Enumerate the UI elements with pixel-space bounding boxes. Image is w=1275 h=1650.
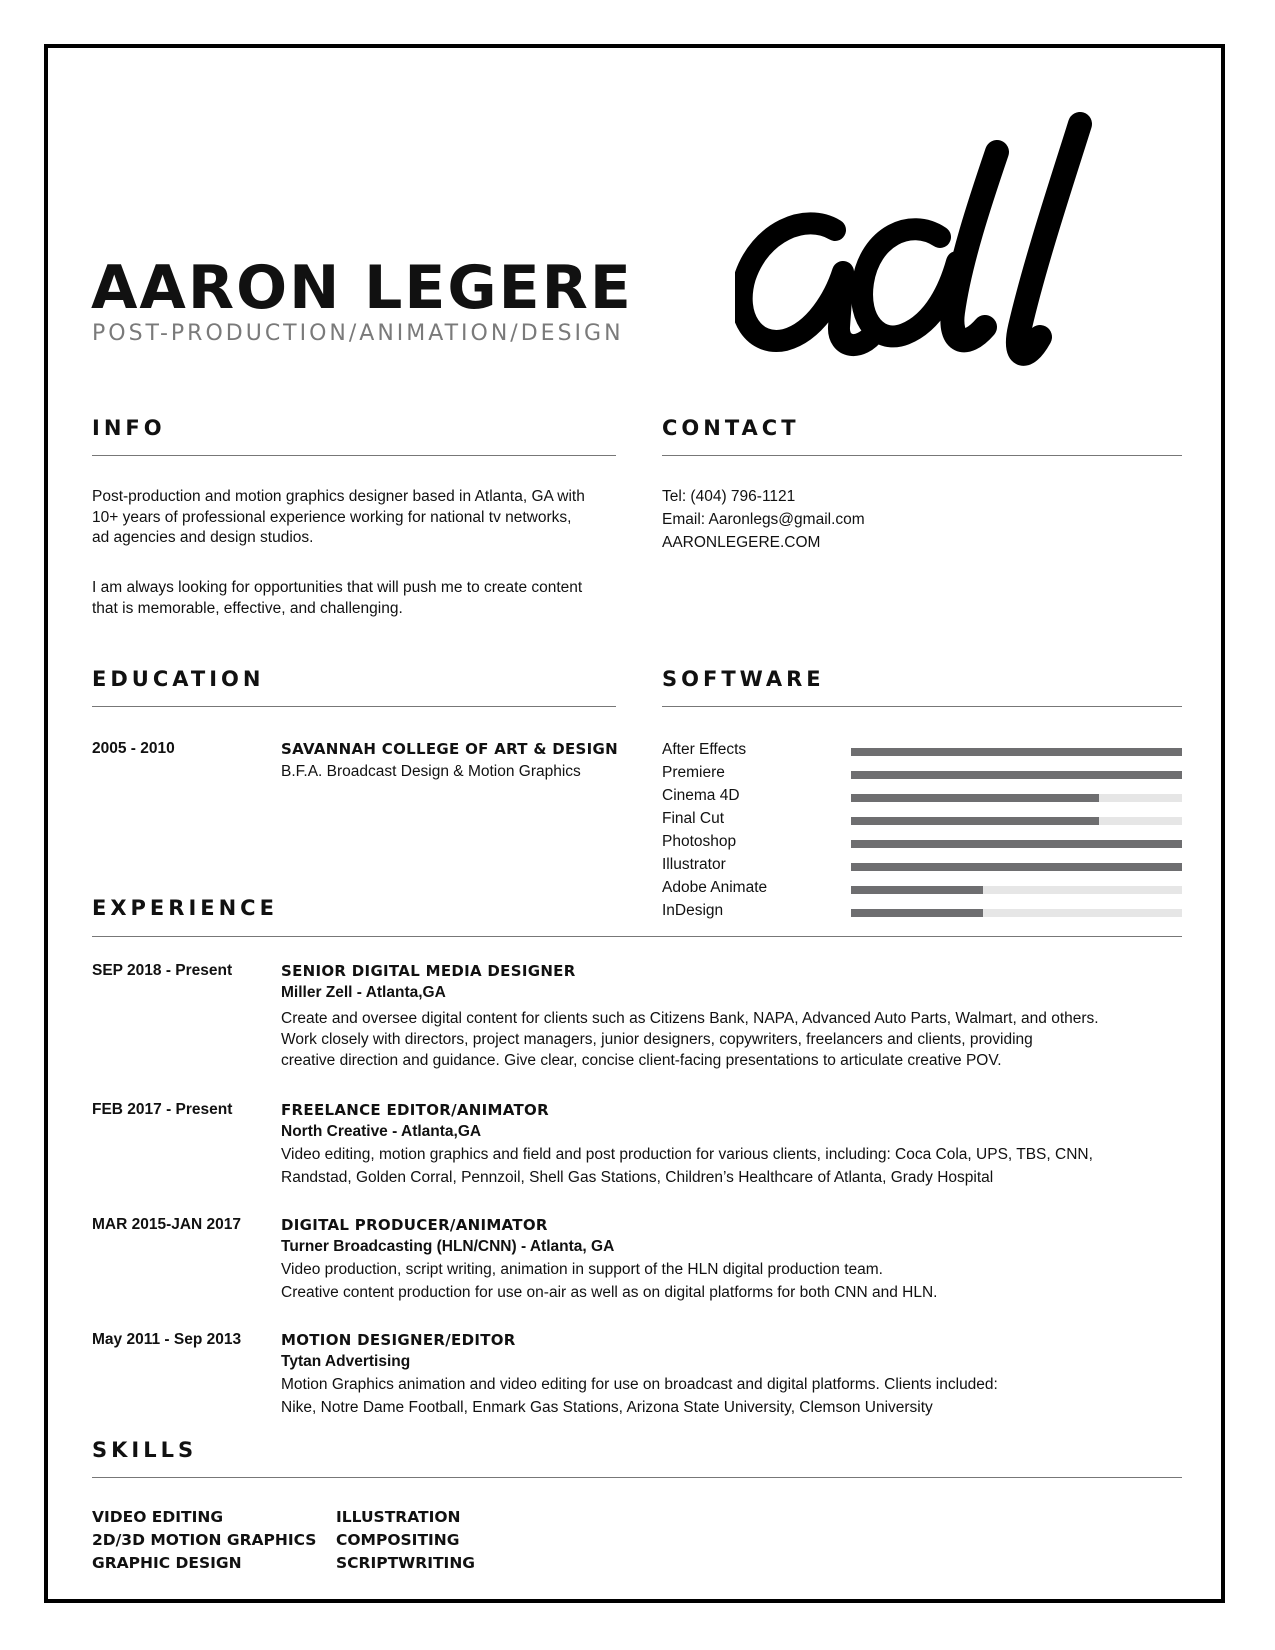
software-level-bar — [851, 840, 1182, 848]
software-level-track — [851, 794, 1182, 802]
skill-item: VIDEO EDITING — [92, 1508, 224, 1526]
software-level-track — [851, 840, 1182, 848]
education-years: 2005 - 2010 — [92, 740, 175, 757]
job-title: FREELANCE EDITOR/ANIMATOR — [281, 1101, 549, 1119]
software-row — [662, 763, 1182, 786]
info-divider — [92, 455, 616, 456]
education-heading: EDUCATION — [92, 667, 265, 691]
job-dates: SEP 2018 - Present — [92, 962, 233, 979]
software-level-track — [851, 817, 1182, 825]
contact-phone: Tel: (404) 796-1121 — [662, 488, 796, 505]
job-company: North Creative - Atlanta,GA — [281, 1123, 482, 1140]
adl-logo — [735, 112, 1095, 382]
software-heading: SOFTWARE — [662, 667, 825, 691]
software-label: Cinema 4D — [662, 787, 740, 804]
job-title: DIGITAL PRODUCER/ANIMATOR — [281, 1216, 548, 1234]
job-description: Video editing, motion graphics and field and post production for various clients, including: Coca Cola, UPS, TBS, CNN, Randstad, Golden Corral, Pennzoil, Shell Gas Stations, Children’s Healthcare of Atlanta, Grady Hospital — [281, 1146, 1093, 1186]
software-row — [662, 855, 1182, 878]
job-company: Miller Zell - Atlanta,GA — [281, 984, 446, 1001]
experience-heading: EXPERIENCE — [92, 896, 278, 920]
skill-item: SCRIPTWRITING — [336, 1554, 476, 1572]
education-divider — [92, 706, 616, 707]
candidate-subtitle: POST-PRODUCTION/ANIMATION/DESIGN — [92, 321, 624, 346]
info-paragraph-2: I am always looking for opportunities that will push me to create content that is memorable, effective, and challenging. — [92, 579, 583, 617]
software-label: After Effects — [662, 741, 747, 758]
software-row — [662, 832, 1182, 855]
education-degree: B.F.A. Broadcast Design & Motion Graphics — [281, 763, 581, 780]
contact-website: AARONLEGERE.COM — [662, 534, 821, 551]
job-description: Create and oversee digital content for clients such as Citizens Bank, NAPA, Advanced Auto Parts, Walmart, and others. Work closely with directors, project managers, junior designers, copywriters, freelancers and clients, providing creative direction and guidance. Give clear, concise client-facing presentations to articulate creative POV. — [281, 1010, 1099, 1069]
experience-divider — [92, 936, 1182, 937]
skills-column-1 — [92, 1506, 316, 1575]
info-heading: INFO — [92, 416, 166, 440]
skills-heading: SKILLS — [92, 1438, 198, 1462]
skill-item: GRAPHIC DESIGN — [92, 1554, 242, 1572]
job-description: Video production, script writing, animation in support of the HLN digital production team. Creative content production for use on-air as well as on digital platforms for both CNN and HLN. — [281, 1261, 938, 1301]
job-description: Motion Graphics animation and video editing for use on broadcast and digital platforms. Clients included: Nike, Notre Dame Football, Enmark Gas Stations, Arizona State University, Clemson University — [281, 1376, 998, 1416]
software-label: Illustrator — [662, 856, 726, 873]
job-company: Turner Broadcasting (HLN/CNN) - Atlanta, GA — [281, 1238, 615, 1255]
skill-item: ILLUSTRATION — [336, 1508, 461, 1526]
software-label: Photoshop — [662, 833, 737, 850]
software-level-track — [851, 863, 1182, 871]
software-level-track — [851, 909, 1182, 917]
software-row — [662, 740, 1182, 763]
contact-divider — [662, 455, 1182, 456]
software-divider — [662, 706, 1182, 707]
software-label: Premiere — [662, 764, 725, 781]
job-dates: May 2011 - Sep 2013 — [92, 1331, 242, 1348]
contact-email: Email: Aaronlegs@gmail.com — [662, 511, 865, 528]
software-level-bar — [851, 863, 1182, 871]
software-row — [662, 786, 1182, 809]
software-label: Final Cut — [662, 810, 725, 827]
skills-divider — [92, 1477, 1182, 1478]
job-dates: MAR 2015-JAN 2017 — [92, 1216, 242, 1233]
software-row — [662, 878, 1182, 901]
software-row — [662, 901, 1182, 924]
skills-column-2 — [336, 1506, 475, 1575]
software-level-bar — [851, 909, 983, 917]
software-level-bar — [851, 771, 1182, 779]
software-label: InDesign — [662, 902, 724, 919]
info-paragraph-1: Post-production and motion graphics designer based in Atlanta, GA with 10+ years of professional experience working for national tv networks, ad agencies and design studios. — [92, 488, 585, 546]
skill-item: COMPOSITING — [336, 1531, 460, 1549]
job-title: SENIOR DIGITAL MEDIA DESIGNER — [281, 962, 576, 980]
job-dates: FEB 2017 - Present — [92, 1101, 233, 1118]
skill-item: 2D/3D MOTION GRAPHICS — [92, 1531, 317, 1549]
education-school: SAVANNAH COLLEGE OF ART & DESIGN — [281, 740, 618, 758]
software-level-bar — [851, 817, 1099, 825]
contact-heading: CONTACT — [662, 416, 800, 440]
software-label: Adobe Animate — [662, 879, 768, 896]
candidate-name: AARON LEGERE — [91, 253, 633, 323]
software-level-track — [851, 771, 1182, 779]
software-level-bar — [851, 794, 1099, 802]
job-title: MOTION DESIGNER/EDITOR — [281, 1331, 516, 1349]
software-level-bar — [851, 748, 1182, 756]
software-row — [662, 809, 1182, 832]
software-level-track — [851, 886, 1182, 894]
software-level-track — [851, 748, 1182, 756]
software-level-bar — [851, 886, 983, 894]
job-company: Tytan Advertising — [281, 1353, 411, 1370]
